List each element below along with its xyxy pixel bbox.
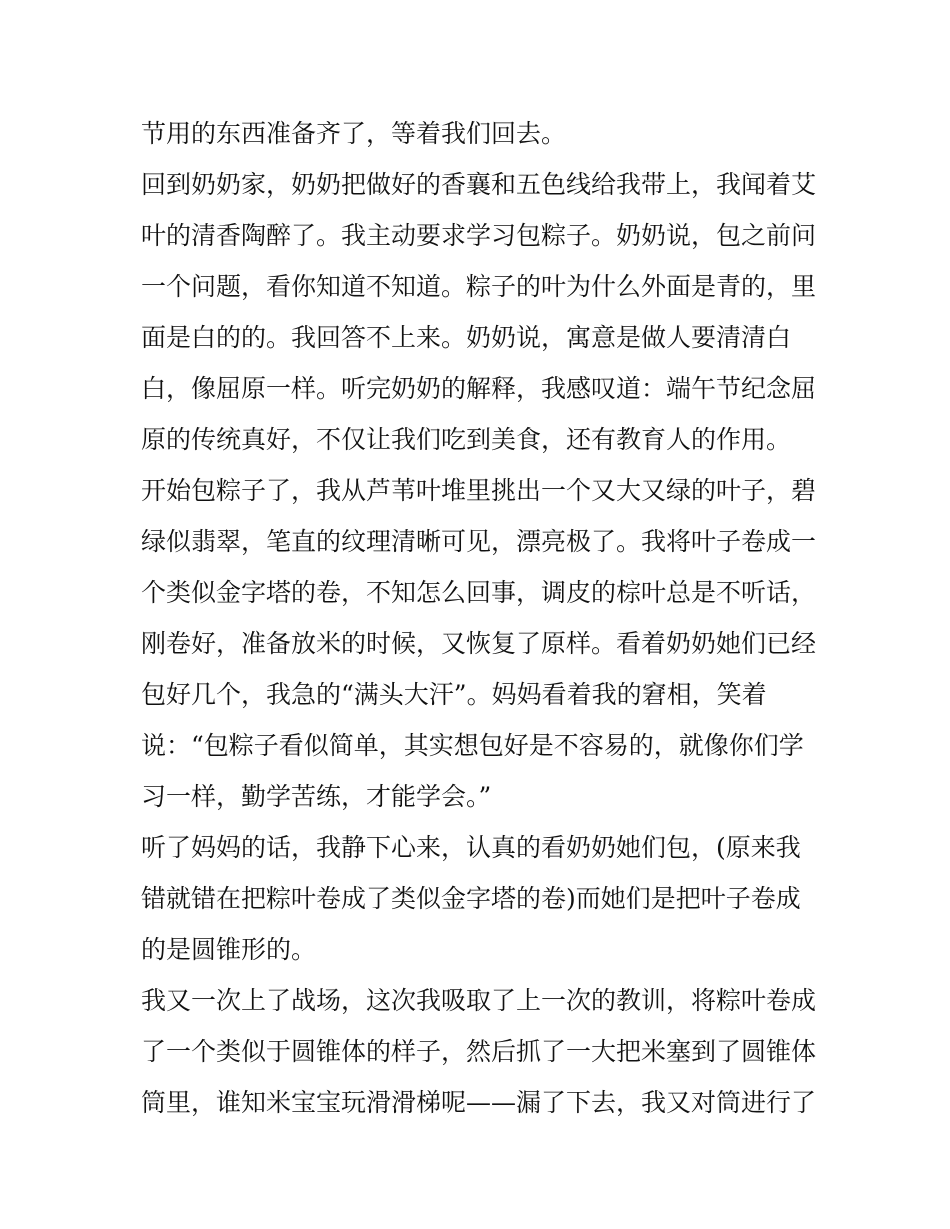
text-line: 听了妈妈的话，我静下心来，认真的看奶奶她们包，(原来我 [141, 833, 801, 862]
text-line: 回到奶奶家，奶奶把做好的香襄和五色线给我带上，我闻着艾 [141, 170, 817, 199]
document-body [141, 108, 821, 1128]
text-line: 开始包粽子了，我从芦苇叶堆里挑出一个又大又绿的叶子，碧 [141, 476, 817, 505]
text-line: 白，像屈原一样。听完奶奶的解释，我感叹道：端午节纪念屈 [141, 374, 817, 403]
text-line: 我又一次上了战场，这次我吸取了上一次的教训，将粽叶卷成 [141, 986, 817, 1015]
text-line: 筒里，谁知米宝宝玩滑滑梯呢——漏了下去，我又对筒进行了 [141, 1088, 817, 1117]
text-line: 一个问题，看你知道不知道。粽子的叶为什么外面是青的，里 [141, 272, 817, 301]
text-line: 习一样，勤学苦练，才能学会。” [141, 782, 492, 811]
text-line: 节用的东西准备齐了，等着我们回去。 [141, 119, 567, 148]
text-line: 叶的清香陶醉了。我主动要求学习包粽子。奶奶说，包之前问 [141, 221, 817, 250]
text-line: 绿似翡翠，笔直的纹理清晰可见，漂亮极了。我将叶子卷成一 [141, 527, 817, 556]
text-line: 面是白的的。我回答不上来。奶奶说，寓意是做人要清清白 [141, 323, 792, 352]
text-line: 刚卷好，准备放米的时候，又恢复了原样。看着奶奶她们已经 [141, 629, 817, 658]
text-line: 说：“包粽子看似简单，其实想包好是不容易的，就像你们学 [141, 731, 804, 760]
text-line: 的是圆锥形的。 [141, 935, 317, 964]
text-line: 了一个类似于圆锥体的样子，然后抓了一大把米塞到了圆锥体 [141, 1037, 817, 1066]
text-line: 个类似金字塔的卷，不知怎么回事，调皮的棕叶总是不听话， [141, 578, 817, 607]
text-line: 包好几个，我急的“满头大汗”。妈妈看着我的窘相，笑着 [141, 680, 767, 709]
text-line: 错就错在把粽叶卷成了类似金字塔的卷)而她们是把叶子卷成 [141, 884, 801, 913]
text-line: 原的传统真好，不仅让我们吃到美食，还有教育人的作用。 [141, 425, 792, 454]
